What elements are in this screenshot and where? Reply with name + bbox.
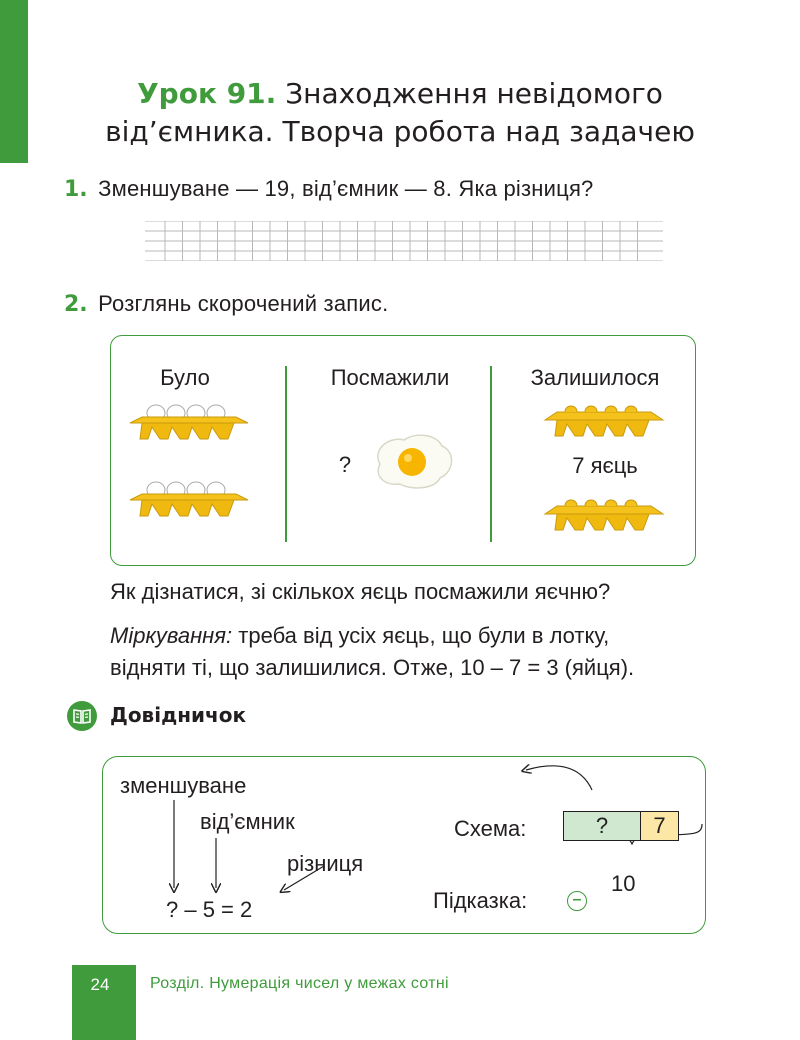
column-divider xyxy=(285,366,287,542)
reasoning-text1: треба від усіх яєць, що були в лотку, xyxy=(232,623,610,648)
scheme-unknown-part: ? xyxy=(563,811,641,841)
lesson-title-line2: від’ємника. Творча робота над задачею xyxy=(105,115,695,148)
task-2-number: 2. xyxy=(64,292,88,317)
task-1-number: 1. xyxy=(64,177,88,202)
egg-tray-icon xyxy=(128,403,250,443)
task-2-text: Розглянь скорочений запис. xyxy=(98,291,389,316)
column-label-left: Залишилося xyxy=(530,365,660,390)
task-1 xyxy=(64,176,594,202)
reasoning-line1 xyxy=(110,620,609,651)
book-icon xyxy=(67,701,97,731)
question-text: Як дізнатися, зі скількох яєць посмажили яєчню? xyxy=(110,579,611,604)
fried-unknown: ? xyxy=(338,452,352,477)
lesson-title-line1: Знаходження невідомого xyxy=(285,77,663,110)
task-1-text: Зменшуване — 19, від’ємник — 8. Яка різниця? xyxy=(98,176,594,201)
column-divider xyxy=(490,366,492,542)
scheme-known-part: 7 xyxy=(640,811,679,841)
scheme-label: Схема: xyxy=(454,816,527,841)
page-number: 24 xyxy=(90,975,110,994)
task-2 xyxy=(64,291,388,317)
reference-title: Довідничок xyxy=(110,703,247,727)
reference-arrows xyxy=(102,756,706,934)
fried-egg-icon xyxy=(370,430,456,492)
column-label-was: Було xyxy=(160,365,210,390)
egg-tray-icon xyxy=(543,400,665,438)
lesson-number: Урок 91. xyxy=(137,77,277,110)
eggs-left-count: 7 яєць xyxy=(572,453,638,478)
difference-label: різниця xyxy=(287,851,364,876)
equation-text: ? – 5 = 2 xyxy=(166,897,253,922)
reasoning-label: Міркування: xyxy=(110,623,233,648)
lesson-title xyxy=(0,75,800,113)
hint-label: Підказка: xyxy=(433,888,528,913)
reasoning-line2: відняти ті, що залишилися. Отже, 10 – 7 = 3 (яйця). xyxy=(110,655,635,680)
egg-tray-icon xyxy=(543,494,665,532)
egg-tray-icon xyxy=(128,480,250,520)
scheme-total: 10 xyxy=(611,871,636,896)
column-label-fried: Посмажили xyxy=(330,365,450,390)
minus-sign-icon: – xyxy=(567,891,587,911)
minuend-label: зменшуване xyxy=(120,773,247,798)
answer-grid[interactable] xyxy=(145,221,663,261)
section-title: Розділ. Нумерація чисел у межах сотні xyxy=(150,975,449,992)
subtrahend-label: від’ємник xyxy=(200,809,295,834)
